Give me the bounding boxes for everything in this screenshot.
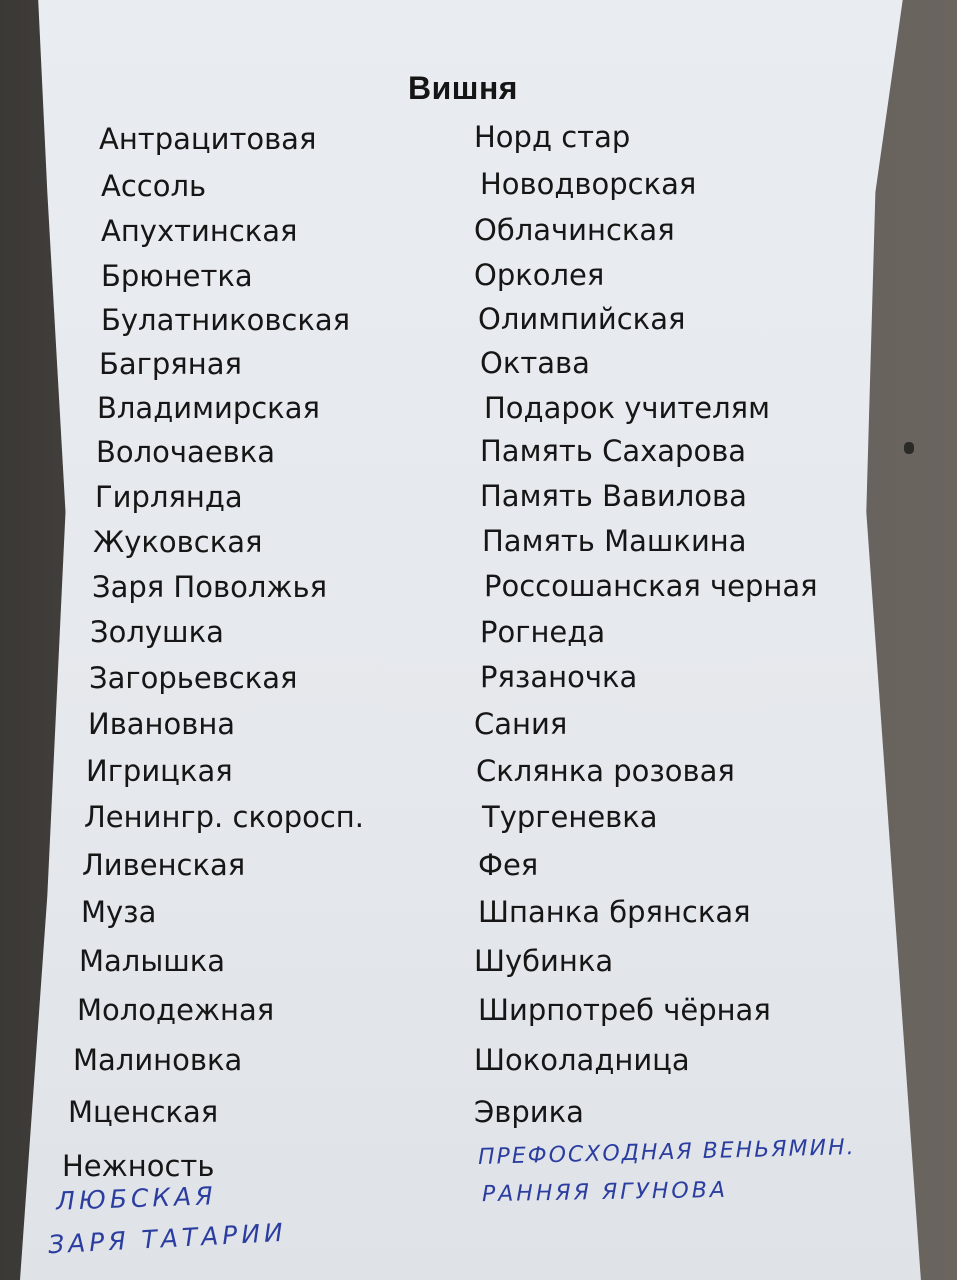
list-item: Брюнетка	[101, 259, 253, 293]
list-item: Новодворская	[480, 167, 697, 201]
list-item: Ливенская	[82, 848, 246, 882]
list-item: Молодежная	[77, 993, 275, 1027]
list-item: Волочаевка	[96, 435, 276, 469]
list-item: Малышка	[79, 944, 226, 978]
list-item: Ширпотреб чёрная	[478, 993, 771, 1027]
list-item: Шубинка	[474, 944, 614, 978]
list-item: Малиновка	[73, 1043, 243, 1077]
list-item: Фея	[478, 848, 539, 882]
list-item: Загорьевская	[89, 661, 298, 695]
list-item: Шпанка брянская	[478, 895, 751, 929]
list-item: Гирлянда	[95, 480, 243, 514]
list-item: Подарок учителям	[484, 391, 770, 425]
list-item: Владимирская	[97, 391, 320, 425]
list-item: Октава	[480, 346, 590, 380]
list-item: Багряная	[99, 347, 242, 381]
list-item: Заря Поволжья	[92, 570, 328, 604]
list-item: Норд стар	[474, 120, 631, 154]
handwritten-item: ЗАРЯ ТАТАРИИ	[47, 1217, 288, 1260]
list-item: Антрацитовая	[99, 122, 317, 156]
list-item: Память Сахарова	[480, 434, 747, 468]
handwritten-item: ЛЮБСКАЯ	[55, 1181, 218, 1216]
list-item: Шоколадница	[474, 1043, 690, 1077]
list-item: Игрицкая	[86, 754, 233, 788]
list-item: Ивановна	[88, 707, 236, 741]
list-item: Память Машкина	[482, 524, 747, 558]
list-item: Золушка	[90, 615, 224, 649]
list-item: Ассоль	[101, 169, 207, 203]
handwritten-item: ПРЕФОСХОДНАЯ ВЕНЬЯМИН.	[477, 1135, 856, 1170]
list-item: Сания	[474, 707, 568, 741]
list-item: Жуковская	[93, 525, 263, 559]
list-item: Облачинская	[474, 213, 675, 247]
list-item: Склянка розовая	[476, 754, 735, 788]
list-item: Орколея	[474, 258, 605, 292]
list-item: Булатниковская	[101, 303, 351, 337]
list-item: Муза	[81, 895, 157, 929]
list-item: Память Вавилова	[480, 479, 747, 513]
list-item: Ленингр. скоросп.	[84, 800, 364, 834]
list-item: Тургеневка	[482, 800, 658, 834]
handwritten-item: РАННЯЯ ЯГУНОВА	[481, 1177, 729, 1208]
list-item: Россошанская черная	[484, 569, 818, 603]
list-item: Эврика	[474, 1095, 584, 1129]
list-item: Мценская	[68, 1095, 219, 1129]
list-item: Рязаночка	[480, 660, 638, 694]
list-item: Рогнеда	[480, 615, 606, 649]
paper-speck	[904, 442, 914, 454]
list-item: Апухтинская	[101, 214, 298, 248]
list-item: Олимпийская	[478, 302, 686, 336]
list-item: Нежность	[62, 1149, 215, 1183]
page-title: Вишня	[408, 70, 518, 106]
